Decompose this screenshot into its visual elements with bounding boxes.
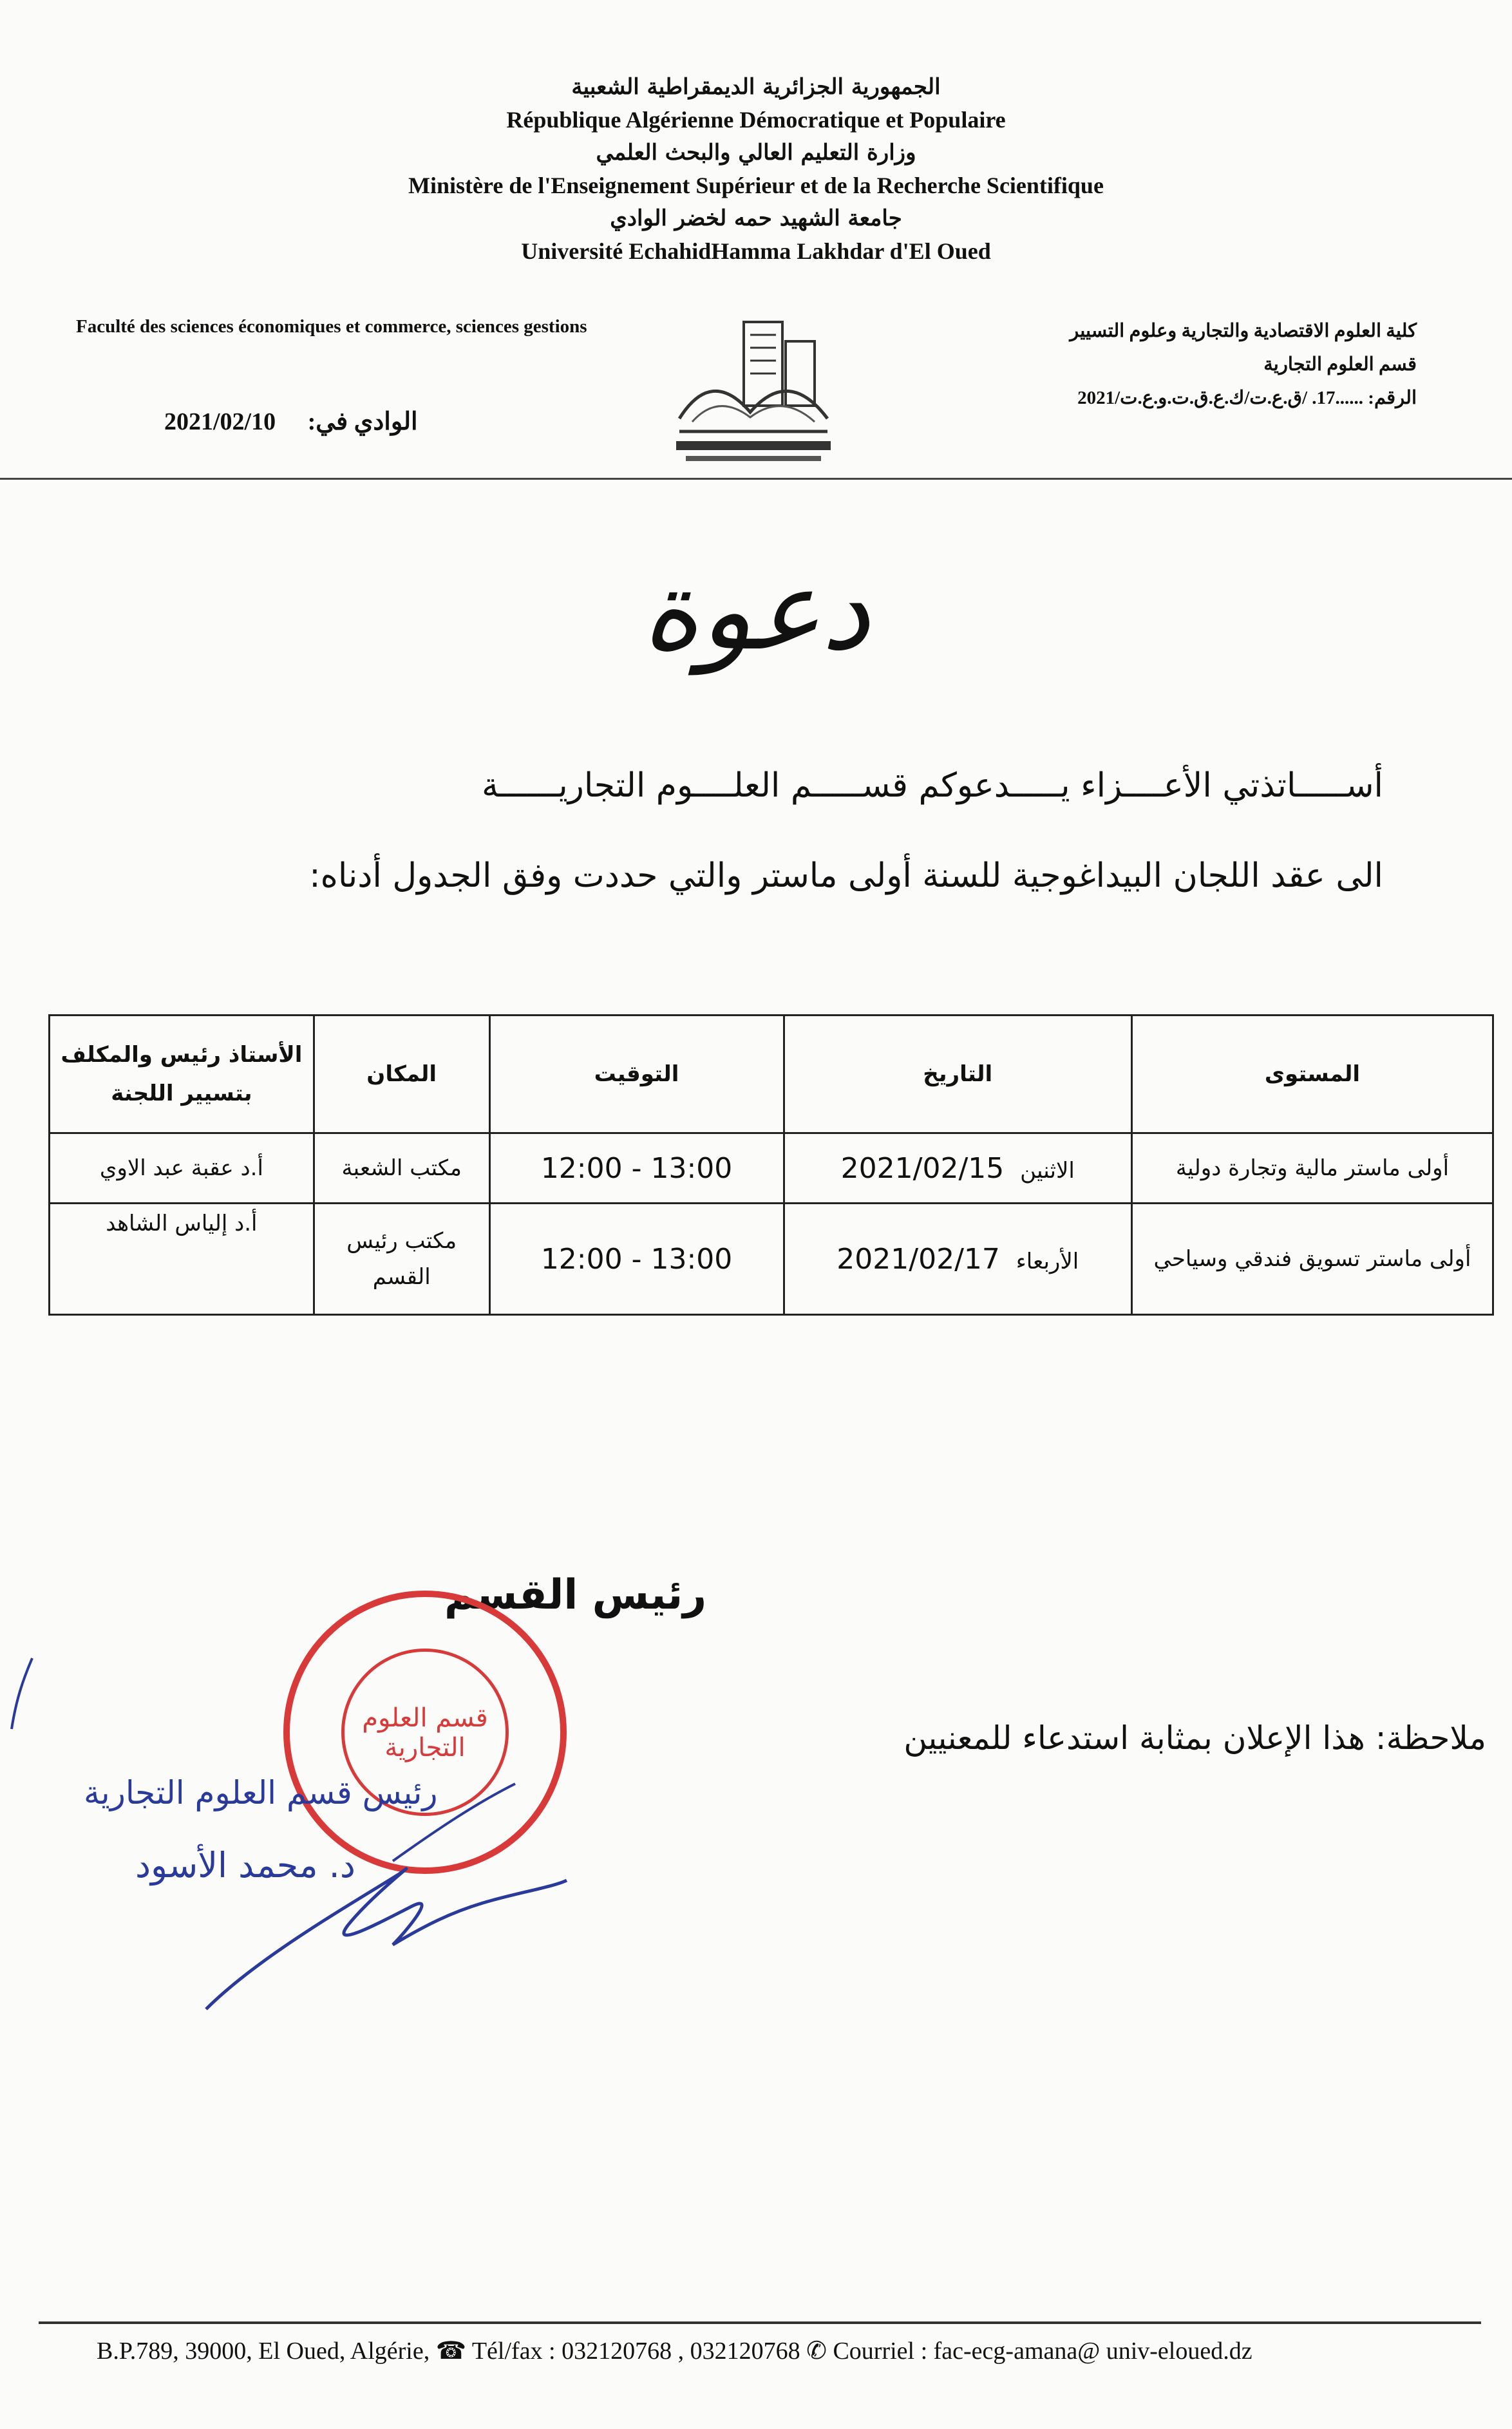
republic-french: République Algérienne Démocratique et Populaire — [506, 107, 1006, 133]
row-date-cell — [784, 1204, 1131, 1315]
university-french: Université EchahidHamma Lakhdar d'El Oued — [521, 238, 991, 264]
footer-contact: B.P.789, 39000, El Oued, Algérie, ☎ Tél/fax : 032120768 , 032120768 ✆ Courriel : fac-ecg-amana@ univ-eloued.dz — [97, 2338, 1252, 2365]
row-time: 12:00 - 13:00 — [489, 1133, 784, 1204]
schedule-table — [48, 1014, 1494, 1316]
row-place: مكتب الشعبة — [314, 1133, 489, 1204]
row-day: الأربعاء — [1016, 1248, 1079, 1274]
ministry-arabic: وزارة التعليم العالي والبحث العلمي — [596, 140, 916, 165]
head-of-department-title: رئيس القسم — [444, 1571, 707, 1619]
stamp-text: قسم العلوم التجارية — [362, 1703, 488, 1763]
header-professor: الأستاذ رئيس والمكلف بتسيير اللجنة — [50, 1016, 314, 1133]
row-professor: أ.د إلياس الشاهد — [50, 1204, 314, 1315]
body-line-1: أســـــاتذتي الأعــــزاء يـــــدعوكم قســـــم العلــــوم التجاريــــــة — [482, 766, 1383, 805]
footer-divider — [39, 2321, 1481, 2324]
row-place: مكتب رئيس القسم — [314, 1204, 489, 1315]
note-text: ملاحظة: هذا الإعلان بمثابة استدعاء للمعنيين — [903, 1719, 1486, 1757]
table-row — [50, 1204, 1493, 1315]
body-line-2: الى عقد اللجان البيداغوجية للسنة أولى ماستر والتي حددت وفق الجدول أدناه: — [309, 856, 1383, 895]
signature-name: د. محمد الأسود — [135, 1845, 355, 1886]
department-arabic: قسم العلوم التجارية — [1263, 354, 1417, 375]
table-row — [50, 1133, 1493, 1204]
row-date: 2021/02/15 — [840, 1151, 1005, 1185]
header-place: المكان — [314, 1016, 489, 1133]
date-line — [164, 407, 418, 436]
date-label: الوادي في: — [307, 408, 418, 435]
header-divider — [0, 478, 1512, 480]
row-level: أولى ماستر مالية وتجارة دولية — [1131, 1133, 1493, 1204]
faculty-french: Faculté des sciences économiques et commerce, sciences gestions — [76, 316, 587, 337]
university-logo — [666, 309, 840, 470]
table-header-row — [50, 1016, 1493, 1133]
row-level: أولى ماستر تسويق فندقي وسياحي — [1131, 1204, 1493, 1315]
signature-title: رئيس قسم العلوم التجارية — [84, 1774, 438, 1811]
margin-mark-icon — [6, 1655, 39, 1732]
reference-number: الرقم: ......17. /ق.ع.ت/ك.ع.ق.ت.و.ع.ت/2021 — [1077, 388, 1417, 408]
right-header-block — [1070, 314, 1417, 415]
ministry-french: Ministère de l'Enseignement Supérieur et de la Recherche Scientifique — [408, 173, 1104, 198]
row-date-cell — [784, 1133, 1131, 1204]
republic-arabic: الجمهورية الجزائرية الديمقراطية الشعبية — [571, 74, 941, 100]
university-arabic: جامعة الشهيد حمه لخضر الوادي — [610, 205, 902, 231]
row-date: 2021/02/17 — [836, 1242, 1000, 1276]
document-header — [0, 74, 1512, 271]
header-time: التوقيت — [489, 1016, 784, 1133]
handwritten-signature-icon — [180, 1777, 580, 2022]
row-time: 12:00 - 13:00 — [489, 1204, 784, 1315]
header-level: المستوى — [1131, 1016, 1493, 1133]
document-title: دعوة — [641, 547, 871, 675]
faculty-arabic: كلية العلوم الاقتصادية والتجارية وعلوم التسيير — [1070, 321, 1417, 341]
header-date: التاريخ — [784, 1016, 1131, 1133]
row-professor: أ.د عقبة عبد الاوي — [50, 1133, 314, 1204]
university-logo-icon — [666, 309, 840, 470]
date-value: 2021/02/10 — [164, 408, 276, 435]
row-day: الاثنين — [1020, 1157, 1075, 1184]
